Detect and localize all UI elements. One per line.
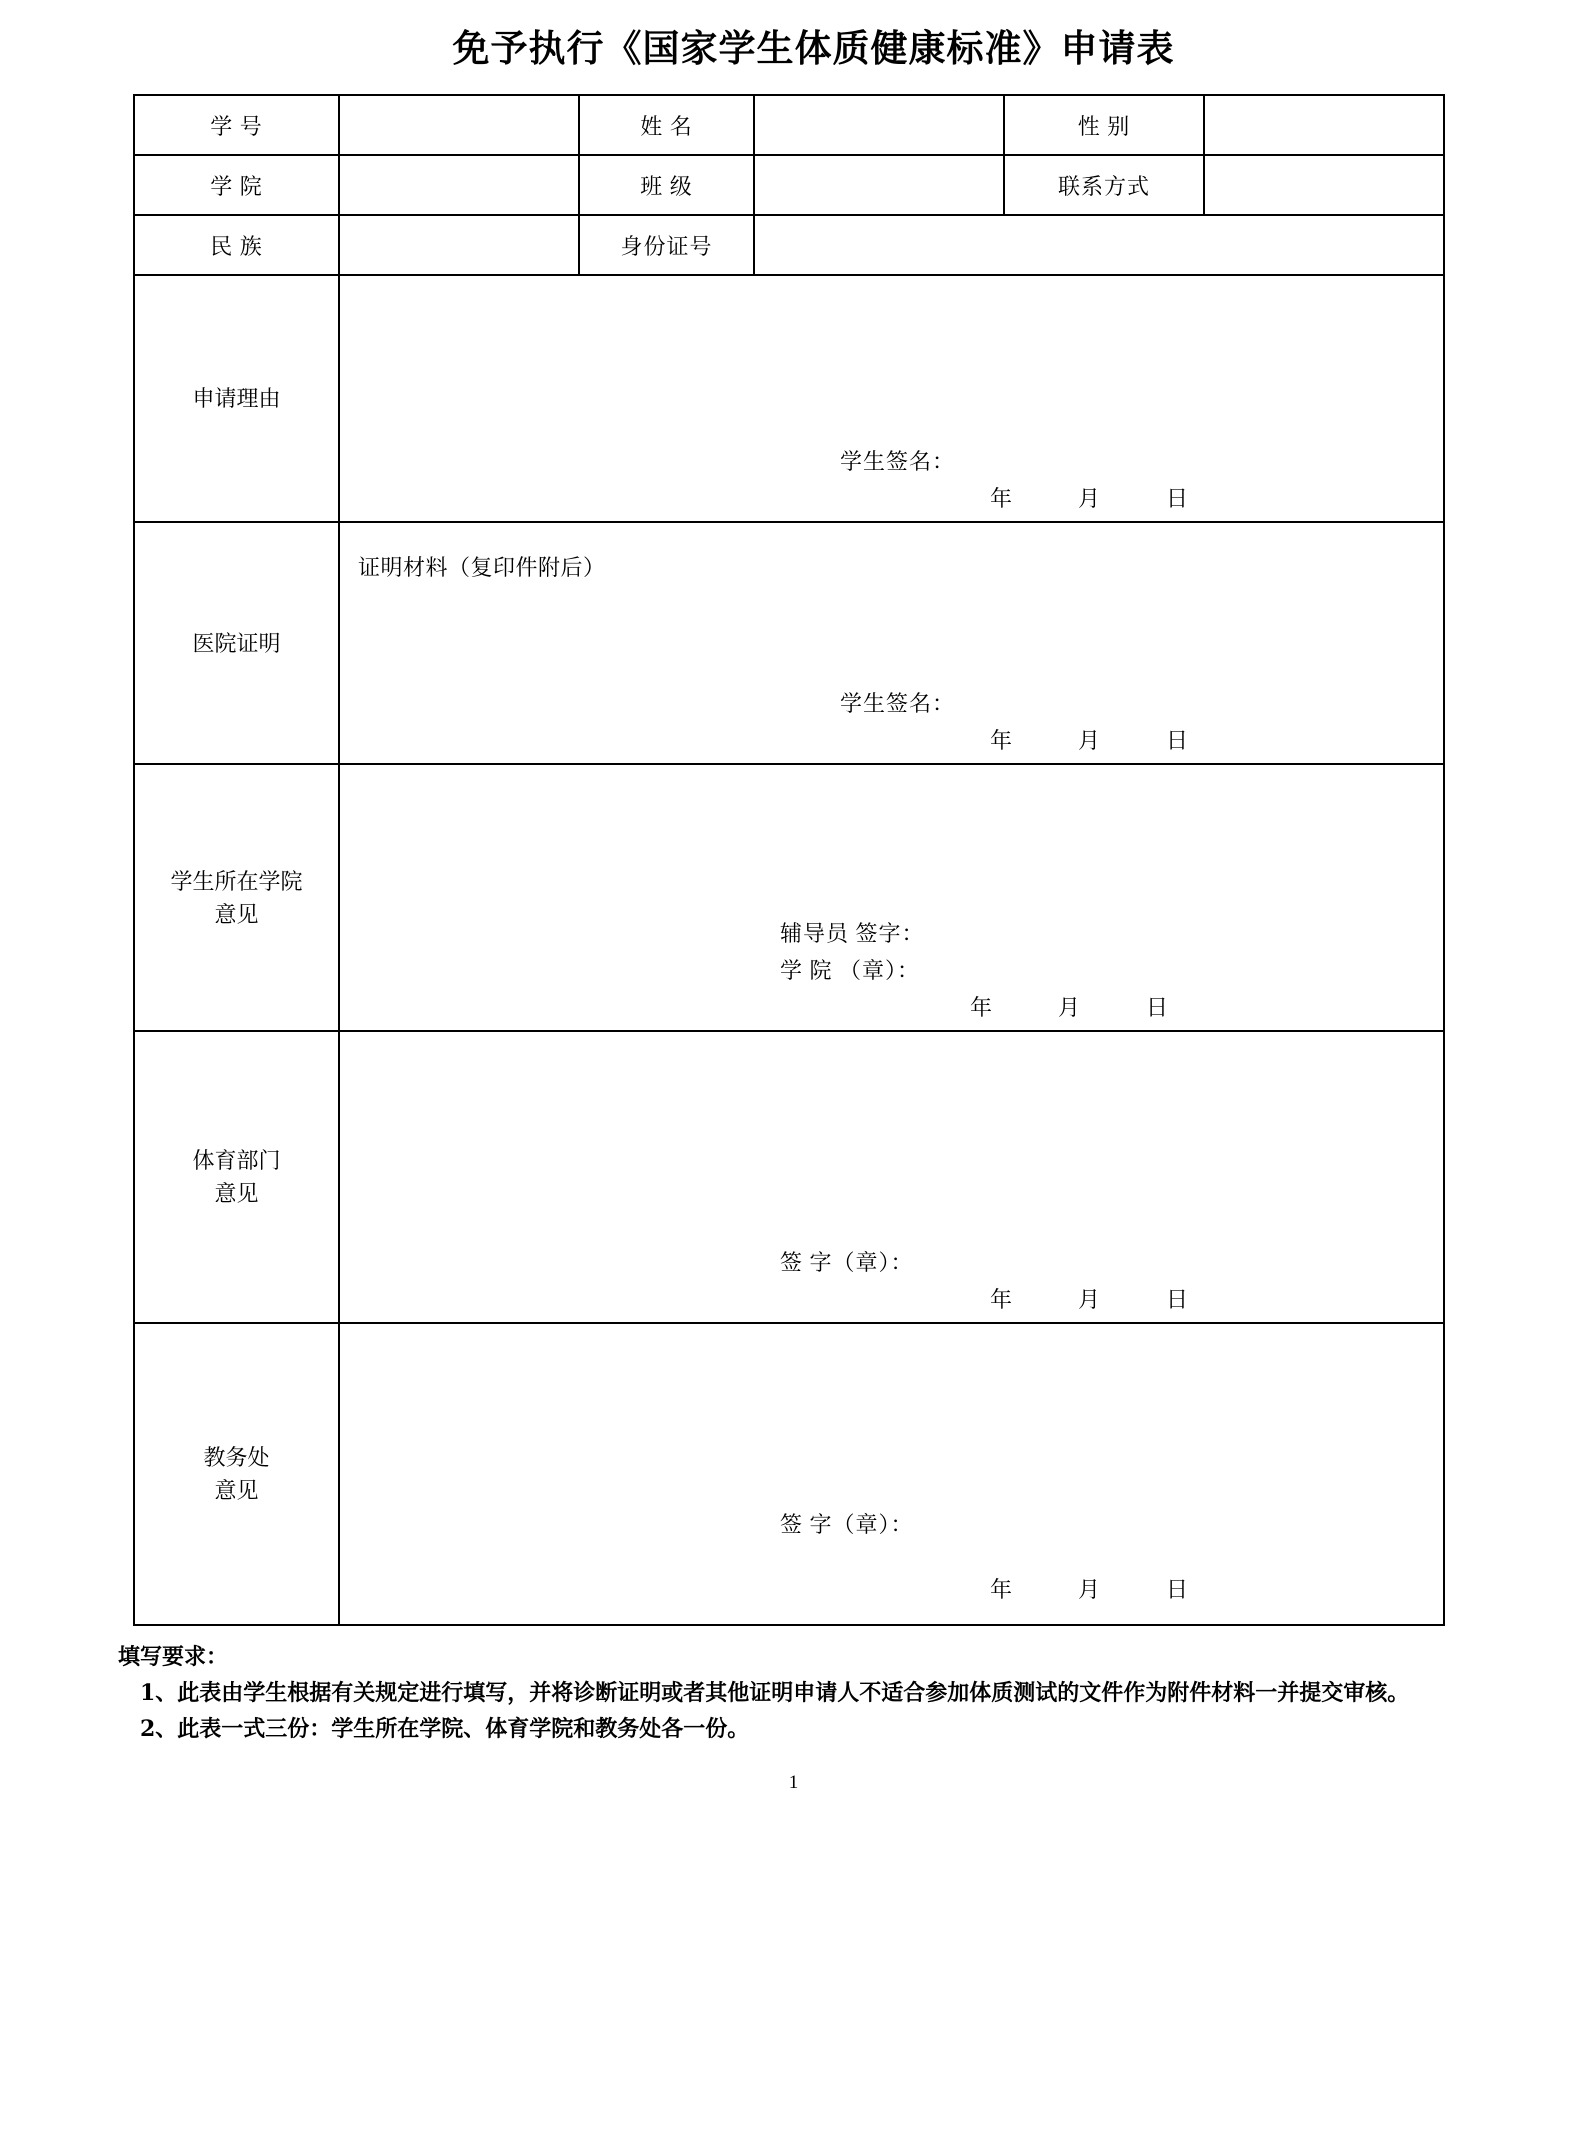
input-student-id[interactable] <box>339 95 579 155</box>
label-id-number: 身份证号 <box>579 215 754 275</box>
table-row-hospital <box>134 522 1444 764</box>
label-college-opinion-line2: 意见 <box>214 901 259 927</box>
label-ethnicity: 民 族 <box>134 215 339 275</box>
field-academic-opinion[interactable] <box>339 1323 1444 1625</box>
field-college-opinion[interactable] <box>339 764 1444 1031</box>
footer-heading: 填写要求： <box>118 1644 229 1670</box>
application-form-table <box>133 94 1445 1626</box>
input-id-number[interactable] <box>754 215 1444 275</box>
label-college: 学 院 <box>134 155 339 215</box>
table-row <box>134 95 1444 155</box>
footer-notes <box>110 1640 1490 1746</box>
label-application-reason: 申请理由 <box>134 275 339 522</box>
label-college-opinion-line1: 学生所在学院 <box>170 868 303 894</box>
reason-date: 年 月 日 <box>990 486 1190 511</box>
label-hospital-certificate: 医院证明 <box>134 522 339 764</box>
hospital-date: 年 月 日 <box>990 728 1190 753</box>
table-row-college-opinion <box>134 764 1444 1031</box>
page-number: 1 <box>788 1772 799 1794</box>
label-contact: 联系方式 <box>1004 155 1204 215</box>
page-title: 免予执行《国家学生体质健康标准》申请表 <box>452 26 1175 70</box>
field-application-reason[interactable] <box>339 275 1444 522</box>
input-ethnicity[interactable] <box>339 215 579 275</box>
table-row <box>134 215 1444 275</box>
reason-student-signature: 学生签名： <box>840 449 956 474</box>
college-seal-signature: 学 院 （章）： <box>780 958 921 983</box>
input-gender[interactable] <box>1204 95 1444 155</box>
document-page <box>0 18 1587 2131</box>
sports-signature: 签 字（章）： <box>780 1250 914 1275</box>
input-class[interactable] <box>754 155 1004 215</box>
table-row-sports-opinion <box>134 1031 1444 1323</box>
table-row-academic-opinion <box>134 1323 1444 1625</box>
label-class: 班 级 <box>579 155 754 215</box>
input-contact[interactable] <box>1204 155 1444 215</box>
label-name: 姓 名 <box>579 95 754 155</box>
label-gender: 性 别 <box>1004 95 1204 155</box>
academic-opinion-date: 年 月 日 <box>990 1577 1190 1602</box>
college-opinion-date: 年 月 日 <box>970 995 1170 1020</box>
label-student-id: 学 号 <box>134 95 339 155</box>
sports-opinion-date: 年 月 日 <box>990 1287 1190 1312</box>
hospital-student-signature: 学生签名： <box>840 691 956 716</box>
field-hospital-certificate[interactable] <box>339 522 1444 764</box>
academic-signature: 签 字（章）： <box>780 1512 914 1537</box>
table-row <box>134 155 1444 215</box>
input-college[interactable] <box>339 155 579 215</box>
label-sports-opinion <box>134 1031 339 1323</box>
college-counselor-signature: 辅导员 签字： <box>780 921 925 946</box>
hospital-note: 证明材料（复印件附后） <box>358 555 606 580</box>
label-academic-opinion-line2: 意见 <box>214 1478 259 1503</box>
label-academic-opinion <box>134 1323 339 1625</box>
label-sports-opinion-line1: 体育部门 <box>192 1148 281 1173</box>
footer-item-1: 1、此表由学生根据有关规定进行填写，并将诊断证明或者其他证明申请人不适合参加体质测试的文件作为附件材料一并提交审核。 <box>140 1680 1410 1707</box>
field-sports-opinion[interactable] <box>339 1031 1444 1323</box>
label-sports-opinion-line2: 意见 <box>214 1181 259 1206</box>
label-college-opinion <box>134 764 339 1031</box>
input-name[interactable] <box>754 95 1004 155</box>
table-row-reason <box>134 275 1444 522</box>
label-academic-opinion-line1: 教务处 <box>203 1445 270 1470</box>
footer-item-2: 2、此表一式三份：学生所在学院、体育学院和教务处各一份。 <box>140 1716 750 1743</box>
